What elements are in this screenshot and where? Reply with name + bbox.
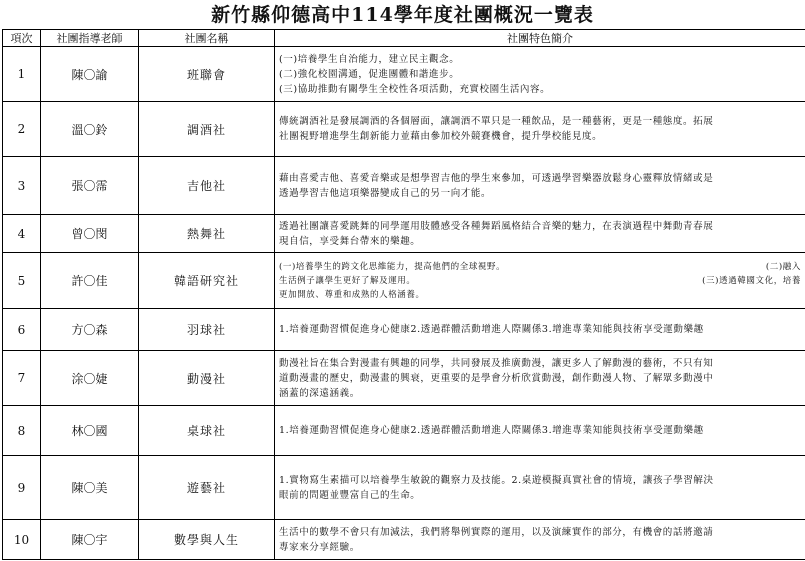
row-desc: 透過社團讓喜愛跳舞的同學運用肢體感受各種舞蹈風格結合音樂的魅力，在表演過程中舞動青春展 現自信，享受舞台帶來的樂趣。 <box>275 215 805 253</box>
row-teacher: 許〇佳 <box>41 253 139 309</box>
row-teacher: 林〇國 <box>41 406 139 456</box>
table-row <box>3 47 805 102</box>
row-desc: 1.培養運動習慣促進身心健康2.透過群體活動增進人際關係3.增進專業知能與技術享受運動樂趣 <box>275 309 805 351</box>
row-num: 8 <box>3 406 41 456</box>
row-club: 動漫社 <box>139 351 275 406</box>
header-desc: 社團特色簡介 <box>275 30 805 47</box>
row-num: 5 <box>3 253 41 309</box>
row-num: 10 <box>3 520 41 560</box>
table-row <box>3 215 805 253</box>
row-teacher: 陳〇諭 <box>41 47 139 102</box>
row-teacher: 陳〇美 <box>41 456 139 520</box>
row-desc: (一)培養學生自治能力，建立民主觀念。 (二)強化校園溝通，促進團體和諧進步。 (三)協助推動有關學生全校性各項活動，充實校園生活內容。 <box>275 47 805 102</box>
table-row <box>3 253 805 309</box>
row-club: 調酒社 <box>139 102 275 157</box>
table-row <box>3 309 805 351</box>
header-teacher: 社團指導老師 <box>41 30 139 47</box>
row-desc: 1.培養運動習慣促進身心健康2.透過群體活動增進人際關係3.增進專業知能與技術享受運動樂趣 <box>275 406 805 456</box>
row-teacher: 張〇霈 <box>41 157 139 215</box>
row-club: 桌球社 <box>139 406 275 456</box>
header-row <box>3 30 805 47</box>
row-num: 4 <box>3 215 41 253</box>
row-club: 羽球社 <box>139 309 275 351</box>
table-row <box>3 456 805 520</box>
row-desc: 生活中的數學不會只有加減法，我們將舉例實際的運用，以及演練實作的部分，有機會的話將邀請 專家來分享經驗。 <box>275 520 805 560</box>
row-desc: 動漫社旨在集合對漫畫有興趣的同學，共同發展及推廣動漫，讓更多人了解動漫的藝術，不只有知 道動漫畫的歷史，動漫畫的興衰，更重要的是學會分析欣賞動漫，創作動漫人物、了解眾多動漫中 涵蓋的深遠涵義。 <box>275 351 805 406</box>
row-club: 韓語研究社 <box>139 253 275 309</box>
row-num: 1 <box>3 47 41 102</box>
table-row <box>3 102 805 157</box>
row-desc: 傳統調酒社是發展調酒的各個層面，讓調酒不單只是一種飲品，是一種藝術，更是一種態度。拓展 社團視野增進學生創新能力並藉由參加校外競賽機會，提升學校能見度。 <box>275 102 805 157</box>
club-table <box>2 29 805 560</box>
row-teacher: 溫〇鈴 <box>41 102 139 157</box>
row-num: 3 <box>3 157 41 215</box>
table-row <box>3 406 805 456</box>
row-teacher: 曾〇閔 <box>41 215 139 253</box>
row-desc: (一)培養學生的跨文化思維能力，提高他們的全球視野。 (二)融入 生活例子讓學生更好了解及運用。 (三)透過韓國文化，培養 更加開放、尊重和成熟的人格涵養。 <box>275 253 805 309</box>
row-num: 7 <box>3 351 41 406</box>
row-num: 9 <box>3 456 41 520</box>
table-row <box>3 351 805 406</box>
row-teacher: 方〇森 <box>41 309 139 351</box>
row-club: 遊藝社 <box>139 456 275 520</box>
table-row <box>3 157 805 215</box>
row-club: 數學與人生 <box>139 520 275 560</box>
row-desc: 藉由喜愛吉他、喜愛音樂或是想學習吉他的學生來參加，可透過學習樂器放鬆身心靈釋放情緒或是 透過學習吉他這項樂器變成自己的另一向才能。 <box>275 157 805 215</box>
row-desc: 1.實物寫生素描可以培養學生敏銳的觀察力及技能。2.桌遊模擬真實社會的情境，讓孩子學習解決 眼前的問題並豐富自己的生命。 <box>275 456 805 520</box>
header-club: 社團名稱 <box>139 30 275 47</box>
page-title: 新竹縣仰德高中114學年度社團概況一覽表 <box>211 4 594 26</box>
row-club: 吉他社 <box>139 157 275 215</box>
table-row <box>3 520 805 560</box>
row-num: 6 <box>3 309 41 351</box>
row-num: 2 <box>3 102 41 157</box>
row-teacher: 陳〇宇 <box>41 520 139 560</box>
header-num: 項次 <box>3 30 41 47</box>
row-teacher: 涂〇婕 <box>41 351 139 406</box>
row-club: 熱舞社 <box>139 215 275 253</box>
row-club: 班聯會 <box>139 47 275 102</box>
